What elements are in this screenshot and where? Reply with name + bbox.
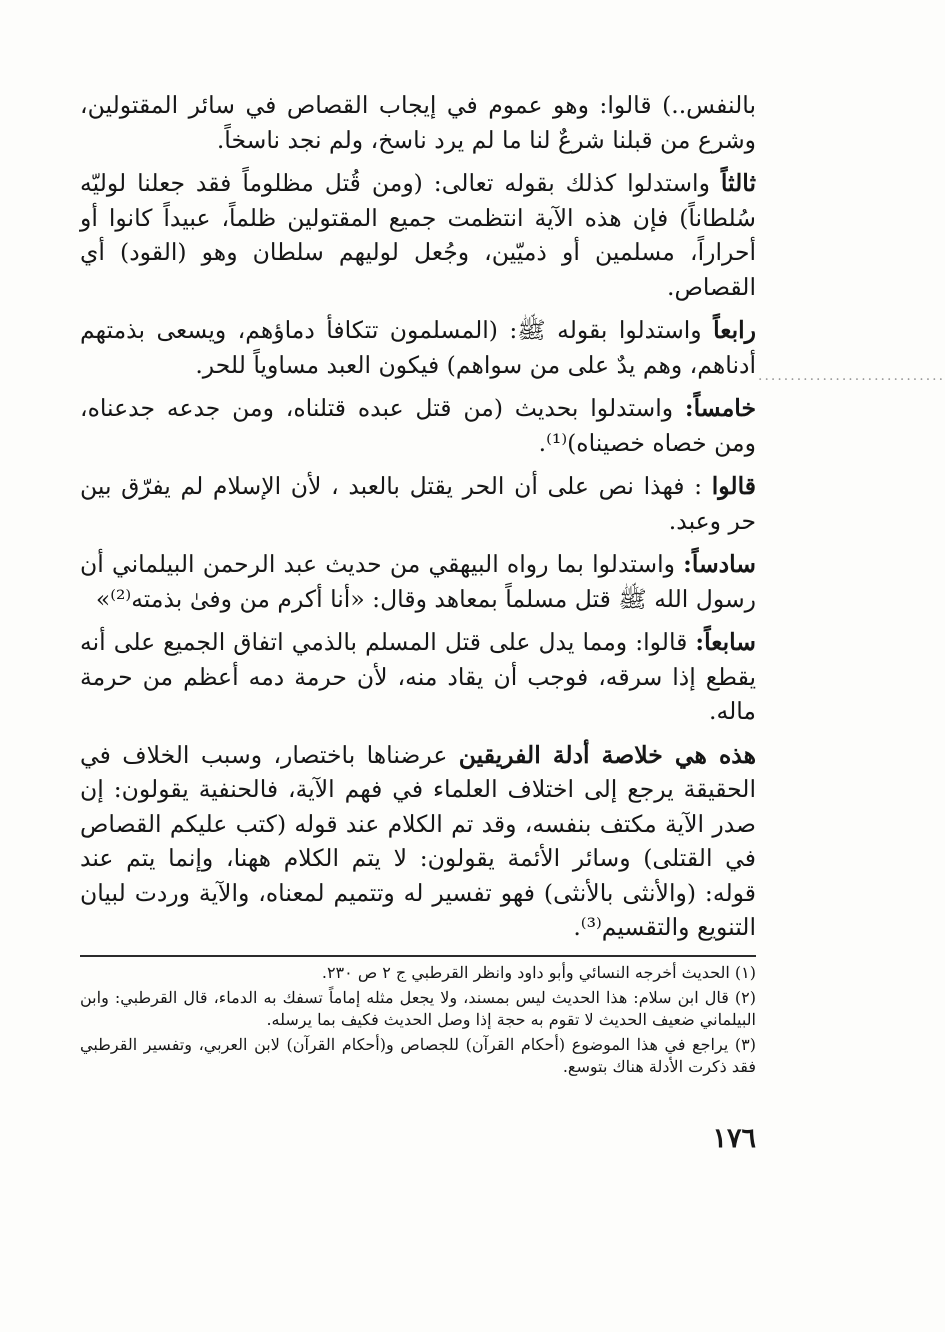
paragraph-lead: رابعاً — [713, 316, 756, 344]
paragraph-6 — [80, 547, 756, 616]
paragraph-3 — [80, 313, 756, 382]
paragraph-text: واستدلوا بقوله ﷺ: (المسلمون تتكافأ دماؤهم، ويسعى بذمتهم أدناهم، وهم يدٌ على من سواهم) فيكون العبد مساوياً للحر. — [80, 316, 756, 379]
paragraph-4 — [80, 391, 756, 460]
footnote-3: (٣) يراجع في هذا الموضوع (أحكام القرآن) للجصاص و(أحكام القرآن) لابن العربي، وتفسير القرطبي فقد ذكرت الأدلة هناك بتوسع. — [80, 1034, 757, 1076]
paragraph-lead: ثالثاً — [720, 169, 756, 197]
paragraph-lead: سابعاً: — [695, 628, 756, 656]
paragraph-1 — [80, 88, 756, 157]
paragraph-8 — [80, 738, 756, 945]
paragraph-lead: قالوا — [711, 472, 756, 500]
paragraph-lead: خامساً: — [684, 394, 756, 422]
paragraph-lead: هذه هي خلاصة أدلة الفريقين — [458, 740, 756, 769]
paragraph-text: عرضناها باختصار، وسبب الخلاف في الحقيقة يرجع إلى اختلاف العلماء في فهم الآية، فالحنفية يقولون: إن صدر الآية مكتف بنفسه، وقد تم الكلام عند قوله (كتب عليكم القصاص في القتلى) وسائر الأئمة يقولون: لا يتم الكلام ههنا، وإنما يتم عند قوله: (والأنثى بالأنثى) فهو تفسير له وتتميم لمعناه، والآية وردت لبيان التنويع والتقسيم⁽³⁾. — [80, 740, 756, 941]
paragraph-text: : فهذا نص على أن الحر يقتل بالعبد ، لأن الإسلام لم يفرّق بين حر وعبد. — [80, 472, 756, 535]
margin-dots-decoration: ····························· — [758, 372, 945, 388]
footnote-divider — [80, 955, 756, 957]
paragraph-text: بالنفس..) قالوا: وهو عموم في إيجاب القصاص في سائر المقتولين، وشرع من قبلنا شرعٌ لنا ما لم يرد ناسخ، ولم نجد ناسخاً. — [80, 91, 756, 154]
footnote-2: (٢) قال ابن سلام: هذا الحديث ليس بمسند، ولا يجعل مثله إماماً تسفك به الدماء، قال القرطبي: وابن البيلماني ضعيف الحديث لا تقوم به حجة إذا وصل الحديث فكيف بما يرسله. — [80, 987, 756, 1029]
paragraph-2 — [80, 166, 756, 304]
footnotes — [80, 962, 756, 1081]
footnote-1: (١) الحديث أخرجه النسائي وأبو داود وانظر القرطبي ج ٢ ص ٢٣٠. — [321, 963, 756, 982]
paragraph-7 — [80, 625, 756, 729]
main-text — [80, 88, 756, 945]
page-number: ١٧٦ — [712, 1123, 756, 1154]
paragraph-text: واستدلوا كذلك بقوله تعالى: (ومن قُتل مظلوماً فقد جعلنا لوليّه سُلطاناً) فإن هذه الآية انتظمت جميع المقتولين ظلماً، عبيداً كانوا أو أحراراً، مسلمين أو ذميّين، وجُعل لوليهم سلطان وهو (القود) أي القصاص. — [80, 169, 756, 301]
paragraph-text: واستدلوا بحديث (من قتل عبده قتلناه، ومن جدعه جدعناه، ومن خصاه خصيناه)⁽¹⁾. — [80, 394, 756, 457]
paragraph-5 — [80, 469, 756, 538]
paragraph-text: قالوا: ومما يدل على قتل المسلم بالذمي اتفاق الجميع على أنه يقطع إذا سرقه، فوجب أن يقاد منه، لأن حرمة دمه أعظم من حرمة ماله. — [80, 628, 756, 725]
paragraph-text: واستدلوا بما رواه البيهقي من حديث عبد الرحمن البيلماني أن رسول الله ﷺ قتل مسلماً بمعاهد وقال: «أنا أكرم من وفىٰ بذمته⁽²⁾» — [80, 550, 756, 613]
paragraph-lead: سادساً: — [683, 550, 756, 578]
